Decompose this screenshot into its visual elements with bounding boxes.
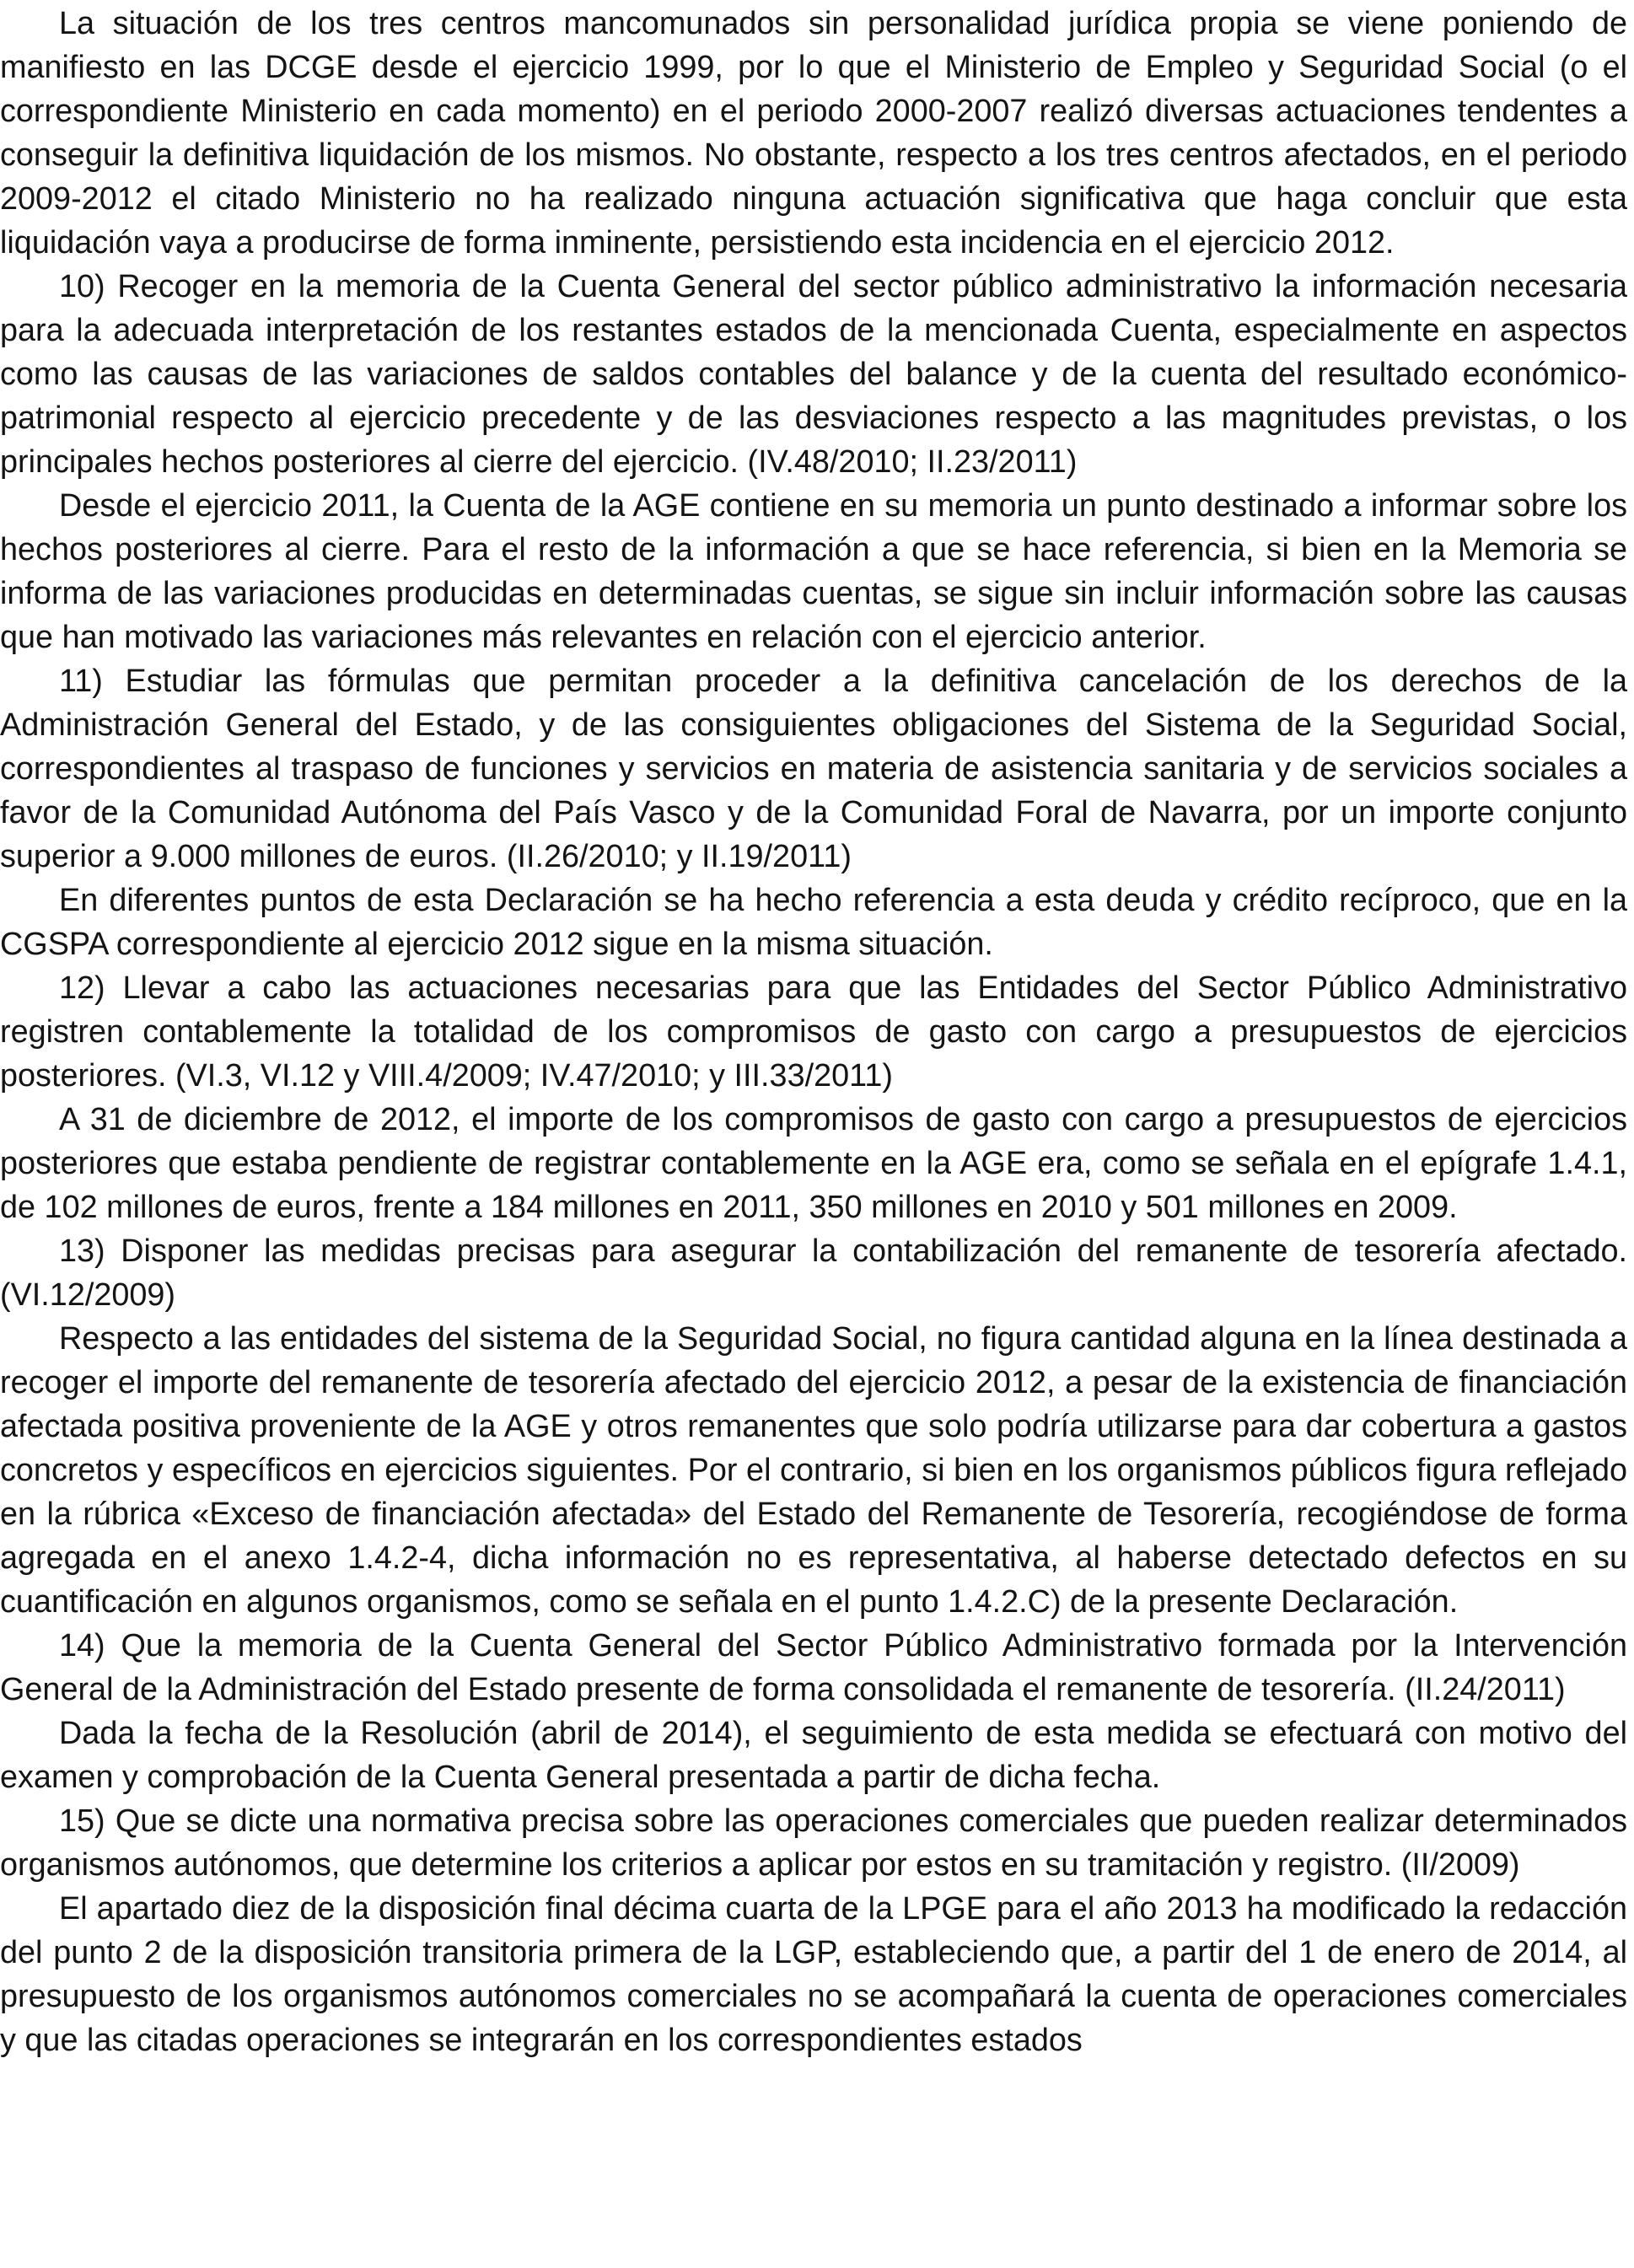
paragraph-centros-mancomunados: La situación de los tres centros mancomunados sin personalidad jurídica propia se viene poniendo de manifiesto en las DCGE desde el ejercicio 1999, por lo que el Ministerio de Empleo y Seguridad Social (o el correspondiente Ministerio en cada momento) en el periodo 2000-2007 realizó diversas actuaciones tendentes a conseguir la definitiva liquidación de los mismos. No obstante, respecto a los tres centros afectados, en el periodo 2009-2012 el citado Ministerio no ha realizado ninguna actuación significativa que haga concluir que esta liquidación vaya a producirse de forma inminente, persistiendo esta incidencia en el ejercicio 2012. bbox=[0, 6, 1627, 261]
paragraph-recommendation-13: 13) Disponer las medidas precisas para asegurar la contabilización del remanente de tesorería afectado. (VI.12/2009) bbox=[0, 1233, 1627, 1313]
paragraph-recommendation-10: 10) Recoger en la memoria de la Cuenta General del sector público administrativo la información necesaria para la adecuada interpretación de los restantes estados de la mencionada Cuenta, especialmente en aspectos como las causas de las variaciones de saldos contables del balance y de la cuenta del resultado económico-patrimonial respecto al ejercicio precedente y de las desviaciones respecto a las magnitudes previstas, o los principales hechos posteriores al cierre del ejercicio. (IV.48/2010; II.23/2011) bbox=[0, 269, 1627, 480]
document-body bbox=[0, 2, 1627, 2062]
paragraph-recommendation-14: 14) Que la memoria de la Cuenta General del Sector Público Administrativo formada por la Intervención General de la Administración del Estado presente de forma consolidada el remanente de tesorería. (II.24/2011) bbox=[0, 1628, 1627, 1707]
paragraph-follow-up-10: Desde el ejercicio 2011, la Cuenta de la AGE contiene en su memoria un punto destinado a informar sobre los hechos posteriores al cierre. Para el resto de la información a que se hace referencia, si bien en la Memoria se informa de las variaciones producidas en determinadas cuentas, se sigue sin incluir información sobre las causas que han motivado las variaciones más relevantes en relación con el ejercicio anterior. bbox=[0, 488, 1627, 655]
paragraph-recommendation-15: 15) Que se dicte una normativa precisa sobre las operaciones comerciales que pueden realizar determinados organismos autónomos, que determine los criterios a aplicar por estos en su tramitación y registro. (II/2009) bbox=[0, 1803, 1627, 1883]
paragraph-follow-up-11: En diferentes puntos de esta Declaración se ha hecho referencia a esta deuda y crédito recíproco, que en la CGSPA correspondiente al ejercicio 2012 sigue en la misma situación. bbox=[0, 883, 1627, 962]
paragraph-follow-up-15: El apartado diez de la disposición final décima cuarta de la LPGE para el año 2013 ha modificado la redacción del punto 2 de la disposición transitoria primera de la LGP, estableciendo que, a partir del 1 de enero de 2014, al presupuesto de los organismos autónomos comerciales no se acompañará la cuenta de operaciones comerciales y que las citadas operaciones se integrarán en los correspondientes estados bbox=[0, 1891, 1627, 2058]
paragraph-recommendation-11: 11) Estudiar las fórmulas que permitan proceder a la definitiva cancelación de los derechos de la Administración General del Estado, y de las consiguientes obligaciones del Sistema de la Seguridad Social, correspondientes al traspaso de funciones y servicios en materia de asistencia sanitaria y de servicios sociales a favor de la Comunidad Autónoma del País Vasco y de la Comunidad Foral de Navarra, por un importe conjunto superior a 9.000 millones de euros. (II.26/2010; y II.19/2011) bbox=[0, 664, 1627, 874]
paragraph-recommendation-12: 12) Llevar a cabo las actuaciones necesarias para que las Entidades del Sector Público Administrativo registren contablemente la totalidad de los compromisos de gasto con cargo a presupuestos de ejercicios posteriores. (VI.3, VI.12 y VIII.4/2009; IV.47/2010; y III.33/2011) bbox=[0, 970, 1627, 1094]
paragraph-follow-up-12: A 31 de diciembre de 2012, el importe de los compromisos de gasto con cargo a presupuestos de ejercicios posteriores que estaba pendiente de registrar contablemente en la AGE era, como se señala en el epígrafe 1.4.1, de 102 millones de euros, frente a 184 millones en 2011, 350 millones en 2010 y 501 millones en 2009. bbox=[0, 1102, 1627, 1225]
paragraph-follow-up-13: Respecto a las entidades del sistema de la Seguridad Social, no figura cantidad alguna en la línea destinada a recoger el importe del remanente de tesorería afectado del ejercicio 2012, a pesar de la existencia de financiación afectada positiva proveniente de la AGE y otros remanentes que solo podría utilizarse para dar cobertura a gastos concretos y específicos en ejercicios siguientes. Por el contrario, si bien en los organismos públicos figura reflejado en la rúbrica «Exceso de financiación afectada» del Estado del Remanente de Tesorería, recogiéndose de forma agregada en el anexo 1.4.2-4, dicha información no es representativa, al haberse detectado defectos en su cuantificación en algunos organismos, como se señala en el punto 1.4.2.C) de la presente Declaración. bbox=[0, 1321, 1627, 1620]
paragraph-follow-up-14: Dada la fecha de la Resolución (abril de 2014), el seguimiento de esta medida se efectuará con motivo del examen y comprobación de la Cuenta General presentada a partir de dicha fecha. bbox=[0, 1716, 1627, 1795]
